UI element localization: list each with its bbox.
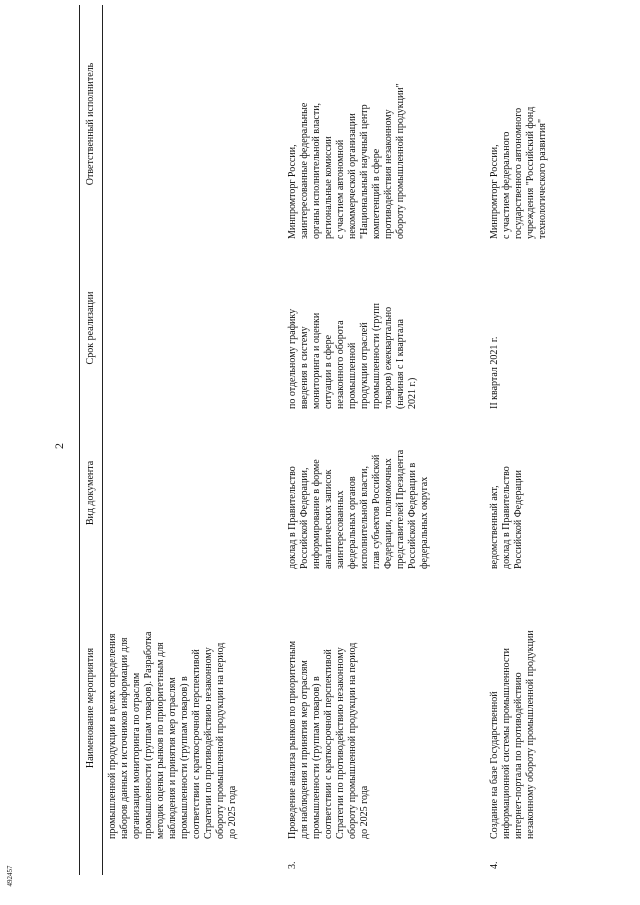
table-row	[485, 5, 557, 875]
rotated-page-body	[79, 5, 619, 875]
header-measure-name: Наименование мероприятия	[80, 573, 103, 843]
term-cell: II квартал 2021 г.	[489, 336, 500, 409]
header-document-type: Вид документа	[80, 413, 103, 573]
term-cell	[103, 243, 284, 413]
header-executor: Ответственный исполнитель	[80, 5, 103, 243]
header-term: Срок реализации	[80, 243, 103, 413]
measures-table	[79, 5, 557, 875]
document-type-cell	[103, 413, 284, 573]
measure-name-cell: промышленной продукции в целях определения наборов данных и источников информации для организации мониторинга по отраслям промышленности (группам товаров). Разработка методик оценки рынков по приоритетным для наблюдения и принятия мер отраслям промышленности (группам товаров) в соответствии с краткосрочной перспективой Стратегии по противодействию незаконному обороту промышленной продукции на период до 2025 года	[107, 631, 238, 839]
measure-name-cell: Создание на базе Государственной информационной системы промышленности интернет-портала по противодействию незаконному обороту промышленной продукции	[489, 630, 536, 839]
table-row	[283, 5, 485, 875]
row-number	[103, 843, 284, 875]
table-header-row	[80, 5, 103, 875]
row-number: 3.	[287, 861, 298, 869]
executor-cell: Минпромторг России, с участием федерального государственного автономного учреждения "Российский фонд технологического развития"	[489, 106, 548, 239]
executor-cell	[103, 5, 284, 243]
row-number: 4.	[489, 861, 500, 869]
document-type-cell: ведомственный акт, доклад в Правительство Российской Федерации	[489, 466, 524, 569]
document-type-cell: доклад в Правительство Российской Федерации, информирование в форме аналитических записок заинтересованных федеральных органов исполнительной власти, глав субъектов Российской Федерации, полномочных представителей Президента Российской Федерации в федеральных округах	[287, 449, 430, 569]
executor-cell: Минпромторг России, заинтересованные федеральные органы исполнительной власти, региональные комиссии с участием автономной некоммерческой организации "Национальный научный центр компетенций в сфере противодействия незаконному обороту промышленной продукции"	[287, 83, 406, 239]
document-code: 492457	[6, 865, 14, 887]
page-number: 2	[52, 443, 66, 449]
table-row	[103, 5, 284, 875]
header-number	[80, 843, 103, 875]
term-cell: по отдельному графику введения в систему мониторинга и оценки ситуации в сфере незаконного оборота промышленной продукции отраслей промышленности (групп товаров) ежеквартально (начиная с I квартала 2021 г.)	[287, 303, 418, 409]
measure-name-cell: Проведение анализа рынков по приоритетным для наблюдения и принятия мер отраслям промышленности (группам товаров) в соответствии с краткосрочной перспективой Стратегии по противодействию незаконному обороту промышленной продукции на период до 2025 года	[287, 640, 370, 839]
